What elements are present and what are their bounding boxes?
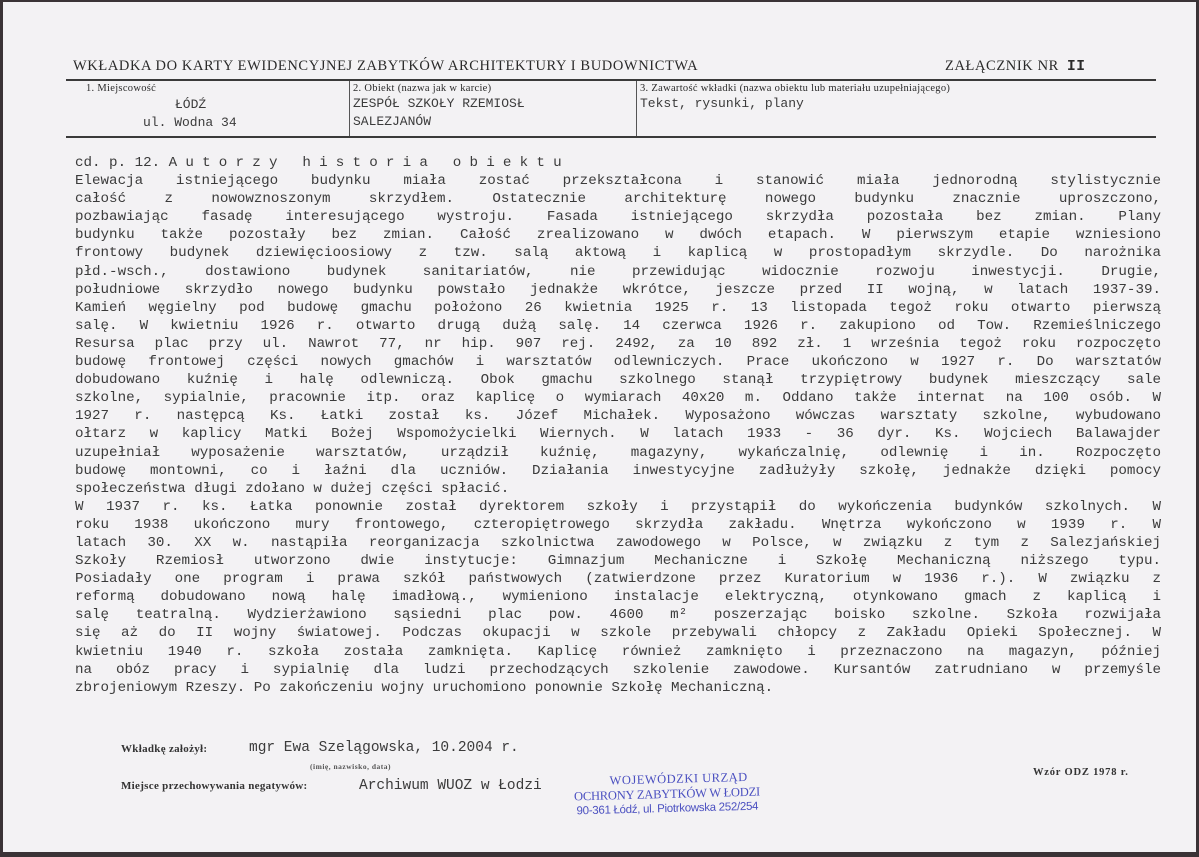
body-line: budynku także pozostały bez zmian. Całość zrealizowano w dwóch etapach. W pierwszym etapie wzniesiono: [75, 227, 1161, 244]
field-contents: [636, 81, 1156, 136]
body-line: szkolne, sypialnie, pracownie itp. oraz kaplicę o wymiarach 40x20 m. Oddano także internat na 100 osób. W: [75, 390, 1161, 407]
body-line: salę. W kwietniu 1926 r. otwarto drugą dużą salę. 14 czerwca 1926 r. zakupiono od Tow. Rzemieślniczego: [75, 317, 1161, 334]
field-locality-street: ul. Wodna 34: [143, 115, 237, 130]
body-line: Resursa plac przy ul. Nawrot 77, nr hip. 907 rej. 2492, za 10 892 zł. 1 września tegoż roku rozpoczęto: [75, 335, 1161, 352]
body-line: Kamień węgielny pod budowę gmachu położono 26 kwietnia 1925 r. 13 listopada tegoż roku otwarto pierwszą: [75, 299, 1161, 316]
section-heading-title: Autorzy historia obiektu: [168, 155, 570, 171]
body-line: dobudowano kuźnię i halę odlewniczą. Obok gmachu szkolnego stanął trzypiętrowy budynek mieszczący sale: [75, 372, 1161, 389]
document-page: [3, 2, 1196, 852]
section-heading: [75, 154, 1161, 172]
body-line: salę teatralną. Wydzierżawiono sąsiedni plac pow. 4600 m² poszerzając boisko szkolne. Szkoła rozwijała: [75, 607, 1161, 624]
negatives-label: Miejsce przechowywania negatywów:: [121, 780, 308, 792]
section-heading-prefix: cd. p. 12.: [75, 155, 161, 171]
body-line: płd.-wsch., dostawiono budynek sanitariatów, nie przewidując widocznie rozwoju inwestycji. Drugie,: [75, 263, 1161, 280]
field-contents-label: 3. Zawartość wkładki (nazwa obiektu lub materiału uzupełniającego): [640, 83, 951, 94]
body-line: zbrojeniowym Rzeszy. Po zakończeniu wojny uruchomiono ponownie Szkołę Mechaniczną.: [75, 679, 774, 696]
body-line: roku 1938 ukończono mury frontowego, czteropiętrowego skrzydła zakładu. Wnętrza wykończono w 1939 r. W: [75, 516, 1161, 533]
field-locality-city: ŁÓDŹ: [175, 97, 207, 112]
body-paragraphs: [75, 172, 1161, 697]
body-line: Posiadały one program i prawa szkół państwowych (zatwierdzone przez Kuratorium w 1936 r.). W związku z: [75, 571, 1161, 588]
body-line: kwietniu 1940 r. szkoła została zamknięta. Kaplicę również zamknięto i przeznaczono na magazyn, później: [75, 643, 1161, 660]
field-object-line-1: ZESPÓŁ SZKOŁY RZEMIOSŁ: [353, 96, 525, 111]
stamp-line-2: OCHRONY ZABYTKÓW W ŁODZI: [573, 784, 761, 804]
body-line: 1927 r. następcą Ks. Łatki został ks. Józef Michałek. Wyposażono wówczas warsztaty szkolne, wybudowano: [75, 408, 1161, 425]
body-line: się aż do II wojny światowej. Podczas okupacji w szkole przebywali chłopcy z Zakładu Opieki Społecznej. W: [75, 625, 1161, 642]
stamp-line-1: WOJEWÓDZKI URZĄD: [609, 769, 748, 788]
author-value: mgr Ewa Szelągowska, 10.2004 r.: [249, 740, 519, 756]
stamp-line-3: 90-361 Łódź, ul. Piotrkowska 252/254: [576, 800, 759, 818]
field-contents-value: Tekst, rysunki, plany: [640, 96, 804, 111]
body-line: Elewacja istniejącego budynku miała zostać przekształcona i stanowić miała jednorodną stylistycznie: [75, 173, 1161, 190]
form-model: Wzór ODZ 1978 r.: [1033, 767, 1129, 778]
field-locality: [66, 81, 349, 136]
field-locality-label: 1. Miejscowość: [86, 83, 157, 94]
author-caption: (imię, nazwisko, data): [310, 762, 391, 771]
annex-label: [945, 58, 1086, 75]
field-object: [349, 81, 636, 136]
document-title: WKŁADKA DO KARTY EWIDENCYJNEJ ZABYTKÓW ARCHITEKTURY I BUDOWNICTWA: [73, 58, 699, 74]
body-line: Szkoły Rzemiosł utworzono dwie instytucje: Gimnazjum Mechaniczne i Szkołę Mechaniczną niższego typu.: [75, 553, 1161, 570]
body-line: uzupełniał wyposażenie warsztatów, urządził kuźnię, magazyny, wykańczalnię, odlewnię i in. Rozpoczęto: [75, 444, 1161, 461]
field-object-line-2: SALEZJANÓW: [353, 114, 432, 129]
body-text: [75, 154, 1161, 697]
body-line: ołtarz w kaplicy Matki Bożej Wspomożycielki Wiernych. W latach 1933 - 36 dyr. Ks. Wojciech Balawajder: [75, 426, 1161, 443]
annex-number: II: [1066, 59, 1086, 75]
body-line: latach 30. XX w. nastąpiła reorganizacja szkolnictwa zawodowego w Polsce, w związku z tym z Salezjańskiej: [75, 534, 1161, 551]
field-object-label: 2. Obiekt (nazwa jak w karcie): [353, 83, 492, 94]
annex-label-text: ZAŁĄCZNIK NR: [945, 58, 1059, 74]
body-line: pozbawiając fasadę interesującego wystroju. Fasada istniejącego skrzydła pozostała bez zmian. Plany: [75, 209, 1161, 226]
body-line: na obóz pracy i sypialnię dla ludzi przechodzących szkolenie zawodowe. Kursantów zatrudniano w przemyśle: [75, 661, 1161, 678]
negatives-value: Archiwum WUOZ w Łodzi: [359, 778, 542, 794]
body-line: społeczeństwa długi zdołano w dużej części spłacić.: [75, 480, 510, 497]
author-label: Wkładkę założył:: [121, 743, 208, 755]
body-line: W 1937 r. ks. Łatka ponownie został dyrektorem szkoły i przystąpił do wykończenia budynków szkolnych. W: [75, 498, 1161, 515]
body-line: reformą dobudowano nową halę imadłową., wymieniono instalacje elektryczną, otynkowano gmach z kaplicą i: [75, 589, 1161, 606]
body-line: frontowy budynek dziewięcioosiowy z tzw. salą aktową i kaplicą w prostopadłym skrzydle. Do narożnika: [75, 245, 1161, 262]
body-line: budowę frontowej części nowych gmachów i warsztatów odlewniczych. Prace ukończono w 1927 r. Do warsztatów: [75, 354, 1161, 371]
header-fields-table: [66, 79, 1156, 138]
body-line: całość z nowowznoszonym skrzydłem. Ostatecznie architekturę nowego budynku znacznie uproszczono,: [75, 191, 1161, 208]
body-line: południowe skrzydło nowego budynku powstało jednakże wkrótce, jeszcze przed II wojną, w latach 1937-39.: [75, 281, 1161, 298]
body-line: budowę montowni, co i łaźni dla uczniów. Działania inwestycyjne zadłużyły szkołę, jednakże dzięki pomocy: [75, 462, 1161, 479]
office-stamp: [566, 769, 767, 817]
